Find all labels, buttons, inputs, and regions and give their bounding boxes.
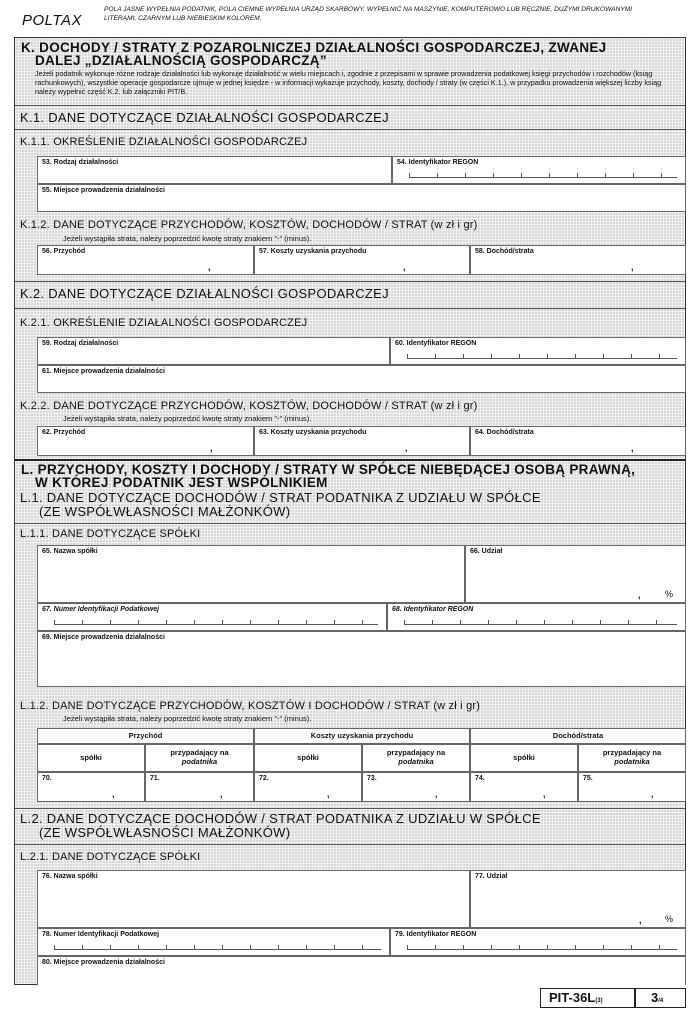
field-62-revenue[interactable] (37, 426, 254, 456)
field-77-share[interactable] (470, 870, 686, 928)
subcol-company (254, 744, 362, 772)
form-header (0, 0, 693, 37)
percent-sign: % (664, 914, 673, 924)
section-l12-title: L.1.2. DANE DOTYCZĄCE PRZYCHODÓW, KOSZTÓW I DOCHODÓW / STRAT (w zł i gr) (20, 700, 481, 712)
decimal-comma: , (435, 789, 438, 799)
field-label: 66. Udział (470, 548, 503, 555)
header-text: spółki (513, 753, 535, 762)
section-k1-title: K.1. DANE DOTYCZĄCE DZIAŁALNOŚCI GOSPODARCZEJ (20, 110, 389, 125)
subcol-taxpayer (578, 744, 686, 772)
field-label: 65. Nazwa spółki (42, 548, 98, 555)
loss-note: Jeżeli wystąpiła strata, należy poprzedzić kwotę straty znakiem "-" (minus). (63, 714, 312, 723)
field-73-costs-taxpayer[interactable] (362, 772, 470, 802)
field-label: 64. Dochód/strata (475, 429, 534, 436)
col-header-costs (254, 728, 470, 744)
field-label: 67. Numer Identyfikacji Podatkowej (42, 606, 160, 613)
field-label: 62. Przychód (42, 429, 86, 436)
header-text: spółki (297, 753, 319, 762)
form-code: PIT-36L (549, 990, 596, 1005)
section-l-title: L. PRZYCHODY, KOSZTY I DOCHODY / STRATY W SPÓŁCE NIEBĘDĄCEJ OSOBĄ PRAWNĄ, (21, 462, 636, 477)
fill-instructions: POLA JASNE WYPEŁNIA PODATNIK, POLA CIEMNE WYPEŁNIA URZĄD SKARBOWY. WYPEŁNIĆ NA MASZYNIE, KOMPUTEROWO LUB RĘCZNIE, DUŻYMI DRUKOWANYMI LITERAMI, CZARNYM LUB NIEBIESKIM KOLOREM. (104, 6, 633, 22)
section-k22-title: K.2.2. DANE DOTYCZĄCE PRZYCHODÓW, KOSZTÓW, DOCHODÓW / STRAT (w zł i gr) (20, 400, 478, 412)
divider (15, 808, 685, 809)
divider (15, 281, 685, 282)
field-label: 55. Miejsce prowadzenia działalności (42, 187, 165, 194)
field-label: 59. Rodzaj działalności (42, 340, 119, 347)
section-l1-title-line2: (ZE WSPÓŁWŁASNOŚCI MAŁŻONKÓW) (39, 504, 291, 519)
field-label: 79. Identyfikator REGON (395, 931, 477, 938)
field-label: 54. Identyfikator REGON (397, 159, 479, 166)
subcol-taxpayer (362, 744, 470, 772)
field-label: 74. (475, 775, 485, 782)
form-code-box (540, 988, 635, 1008)
divider (15, 844, 685, 845)
divider (15, 129, 685, 130)
field-55-business-location[interactable] (37, 184, 686, 212)
page-number-box (635, 988, 686, 1008)
header-text: spółki (80, 753, 102, 762)
field-66-share[interactable] (465, 545, 686, 603)
field-label: 63. Koszty uzyskania przychodu (259, 429, 367, 436)
field-label: 60. Identyfikator REGON (395, 340, 477, 347)
loss-note: Jeżeli wystąpiła strata, należy poprzedzić kwotę straty znakiem "-" (minus). (63, 414, 312, 423)
page-total: /4 (658, 998, 664, 1004)
digit-boxes (407, 354, 677, 359)
header-text: podatnika (398, 757, 434, 766)
header-text: Dochód/strata (552, 731, 604, 740)
header-text: przypadający na (170, 748, 229, 757)
field-56-revenue[interactable] (37, 245, 254, 275)
field-67-nip[interactable] (37, 603, 387, 631)
field-71-revenue-taxpayer[interactable] (145, 772, 254, 802)
field-80-business-location[interactable] (37, 956, 686, 985)
header-text: podatnika (614, 757, 650, 766)
section-k11-title: K.1.1. OKREŚLENIE DZIAŁALNOŚCI GOSPODARCZEJ (20, 136, 308, 148)
field-69-business-location[interactable] (37, 631, 686, 687)
field-74-income-company[interactable] (470, 772, 578, 802)
percent-sign: % (664, 589, 673, 599)
field-75-income-taxpayer[interactable] (578, 772, 686, 802)
field-label: 68. Identyfikator REGON (392, 606, 474, 613)
field-60-regon[interactable] (390, 337, 686, 365)
divider (15, 459, 685, 461)
subcol-taxpayer (145, 744, 254, 772)
field-label: 56. Przychód (42, 248, 86, 255)
field-57-costs[interactable] (254, 245, 470, 275)
field-68-regon[interactable] (387, 603, 686, 631)
section-l2-title: L.2. DANE DOTYCZĄCE DOCHODÓW / STRAT PODATNIKA Z UDZIAŁU W SPÓŁCE (20, 811, 541, 826)
decimal-comma: , (208, 262, 211, 272)
field-64-income-loss[interactable] (470, 426, 686, 456)
digit-boxes (54, 945, 381, 950)
field-label: 73. (367, 775, 377, 782)
field-53-activity-type[interactable] (37, 156, 392, 184)
field-65-company-name[interactable] (37, 545, 465, 603)
section-k2-title: K.2. DANE DOTYCZĄCE DZIAŁALNOŚCI GOSPODARCZEJ (20, 286, 389, 301)
field-78-nip[interactable] (37, 928, 390, 956)
field-label: 57. Koszty uzyskania przychodu (259, 248, 367, 255)
section-l-title-line2: W KTÓREJ PODATNIK JEST WSPÓLNIKIEM (35, 475, 328, 490)
field-79-regon[interactable] (390, 928, 686, 956)
decimal-comma: , (638, 590, 641, 600)
decimal-comma: , (112, 789, 115, 799)
field-59-activity-type[interactable] (37, 337, 390, 365)
decimal-comma: , (639, 915, 642, 925)
field-58-income-loss[interactable] (470, 245, 686, 275)
field-label: 77. Udział (475, 873, 508, 880)
field-54-regon[interactable] (392, 156, 686, 184)
section-k-title-line2: DALEJ „DZIAŁALNOŚCIĄ GOSPODARCZĄ” (35, 53, 327, 68)
divider (15, 308, 685, 309)
digit-boxes (407, 945, 677, 950)
section-k21-title: K.2.1. OKREŚLENIE DZIAŁALNOŚCI GOSPODARCZEJ (20, 317, 308, 329)
field-label: 61. Miejsce prowadzenia działalności (42, 368, 165, 375)
page-number: 3 (651, 990, 659, 1005)
decimal-comma: , (210, 443, 213, 453)
form-page (14, 37, 686, 985)
field-label: 80. Miejsce prowadzenia działalności (42, 959, 165, 966)
decimal-comma: , (543, 789, 546, 799)
field-72-costs-company[interactable] (254, 772, 362, 802)
field-label: 75. (583, 775, 593, 782)
decimal-comma: , (220, 789, 223, 799)
brand-label: POLTAX (22, 12, 82, 29)
decimal-comma: , (403, 262, 406, 272)
loss-note: Jeżeli wystąpiła strata, należy poprzedzić kwotę straty znakiem "-" (minus). (63, 234, 312, 243)
divider (15, 523, 685, 524)
section-k-note: Jeżeli podatnik wykonuje różne rodzaje działalności lub wykonuje działalność w wielu miejscach i, zgodnie z przepisami w sprawie prowadzenia podatkowej księgi przychodów i rozchodów (ksiąg rachunkowych), wszystkie operacje gospodarcze ujmuje w jednej księdze - w informacji wykazuje przychody, koszty, dochody / straty (w części K.1.), w przypadku prowadzenia większej liczby ksiąg należy wypełnić część K.2. lub załączniki PIT/B. (35, 69, 662, 96)
header-text: podatnika (181, 757, 218, 766)
divider (15, 105, 685, 106)
field-label: 78. Numer Identyfikacji Podatkowej (42, 931, 160, 938)
field-label: 71. (150, 775, 160, 782)
subcol-company (37, 744, 145, 772)
field-label: 58. Dochód/strata (475, 248, 534, 255)
section-k-title: K. DOCHODY / STRATY Z POZAROLNICZEJ DZIAŁALNOŚCI GOSPODARCZEJ, ZWANEJ (21, 40, 607, 55)
field-label: 70. (42, 775, 52, 782)
field-61-business-location[interactable] (37, 365, 686, 393)
section-l1-title: L.1. DANE DOTYCZĄCE DOCHODÓW / STRAT PODATNIKA Z UDZIAŁU W SPÓŁCE (20, 490, 541, 505)
decimal-comma: , (631, 262, 634, 272)
decimal-comma: , (327, 789, 330, 799)
field-label: 69. Miejsce prowadzenia działalności (42, 634, 165, 641)
decimal-comma: , (405, 443, 408, 453)
header-text: przypadający na (386, 748, 446, 757)
subcol-company (470, 744, 578, 772)
field-70-revenue-company[interactable] (37, 772, 145, 802)
digit-boxes (404, 620, 677, 625)
section-k12-title: K.1.2. DANE DOTYCZĄCE PRZYCHODÓW, KOSZTÓW, DOCHODÓW / STRAT (w zł i gr) (20, 219, 478, 231)
decimal-comma: , (631, 443, 634, 453)
col-header-revenue (37, 728, 254, 744)
header-text: Przychód (128, 731, 163, 740)
field-label: 76. Nazwa spółki (42, 873, 98, 880)
field-76-company-name[interactable] (37, 870, 470, 928)
section-l21-title: L.2.1. DANE DOTYCZĄCE SPÓŁKI (20, 851, 201, 863)
col-header-income (470, 728, 686, 744)
header-text: Koszty uzyskania przychodu (310, 731, 414, 740)
section-l11-title: L.1.1. DANE DOTYCZĄCE SPÓŁKI (20, 528, 201, 540)
field-label: 72. (259, 775, 269, 782)
field-label: 53. Rodzaj działalności (42, 159, 119, 166)
form-version: (3) (595, 998, 603, 1004)
field-63-costs[interactable] (254, 426, 470, 456)
digit-boxes (409, 173, 677, 178)
section-l2-title-line2: (ZE WSPÓŁWŁASNOŚCI MAŁŻONKÓW) (39, 825, 291, 840)
decimal-comma: , (651, 789, 654, 799)
header-text: przypadający na (602, 748, 662, 757)
digit-boxes (54, 620, 378, 625)
